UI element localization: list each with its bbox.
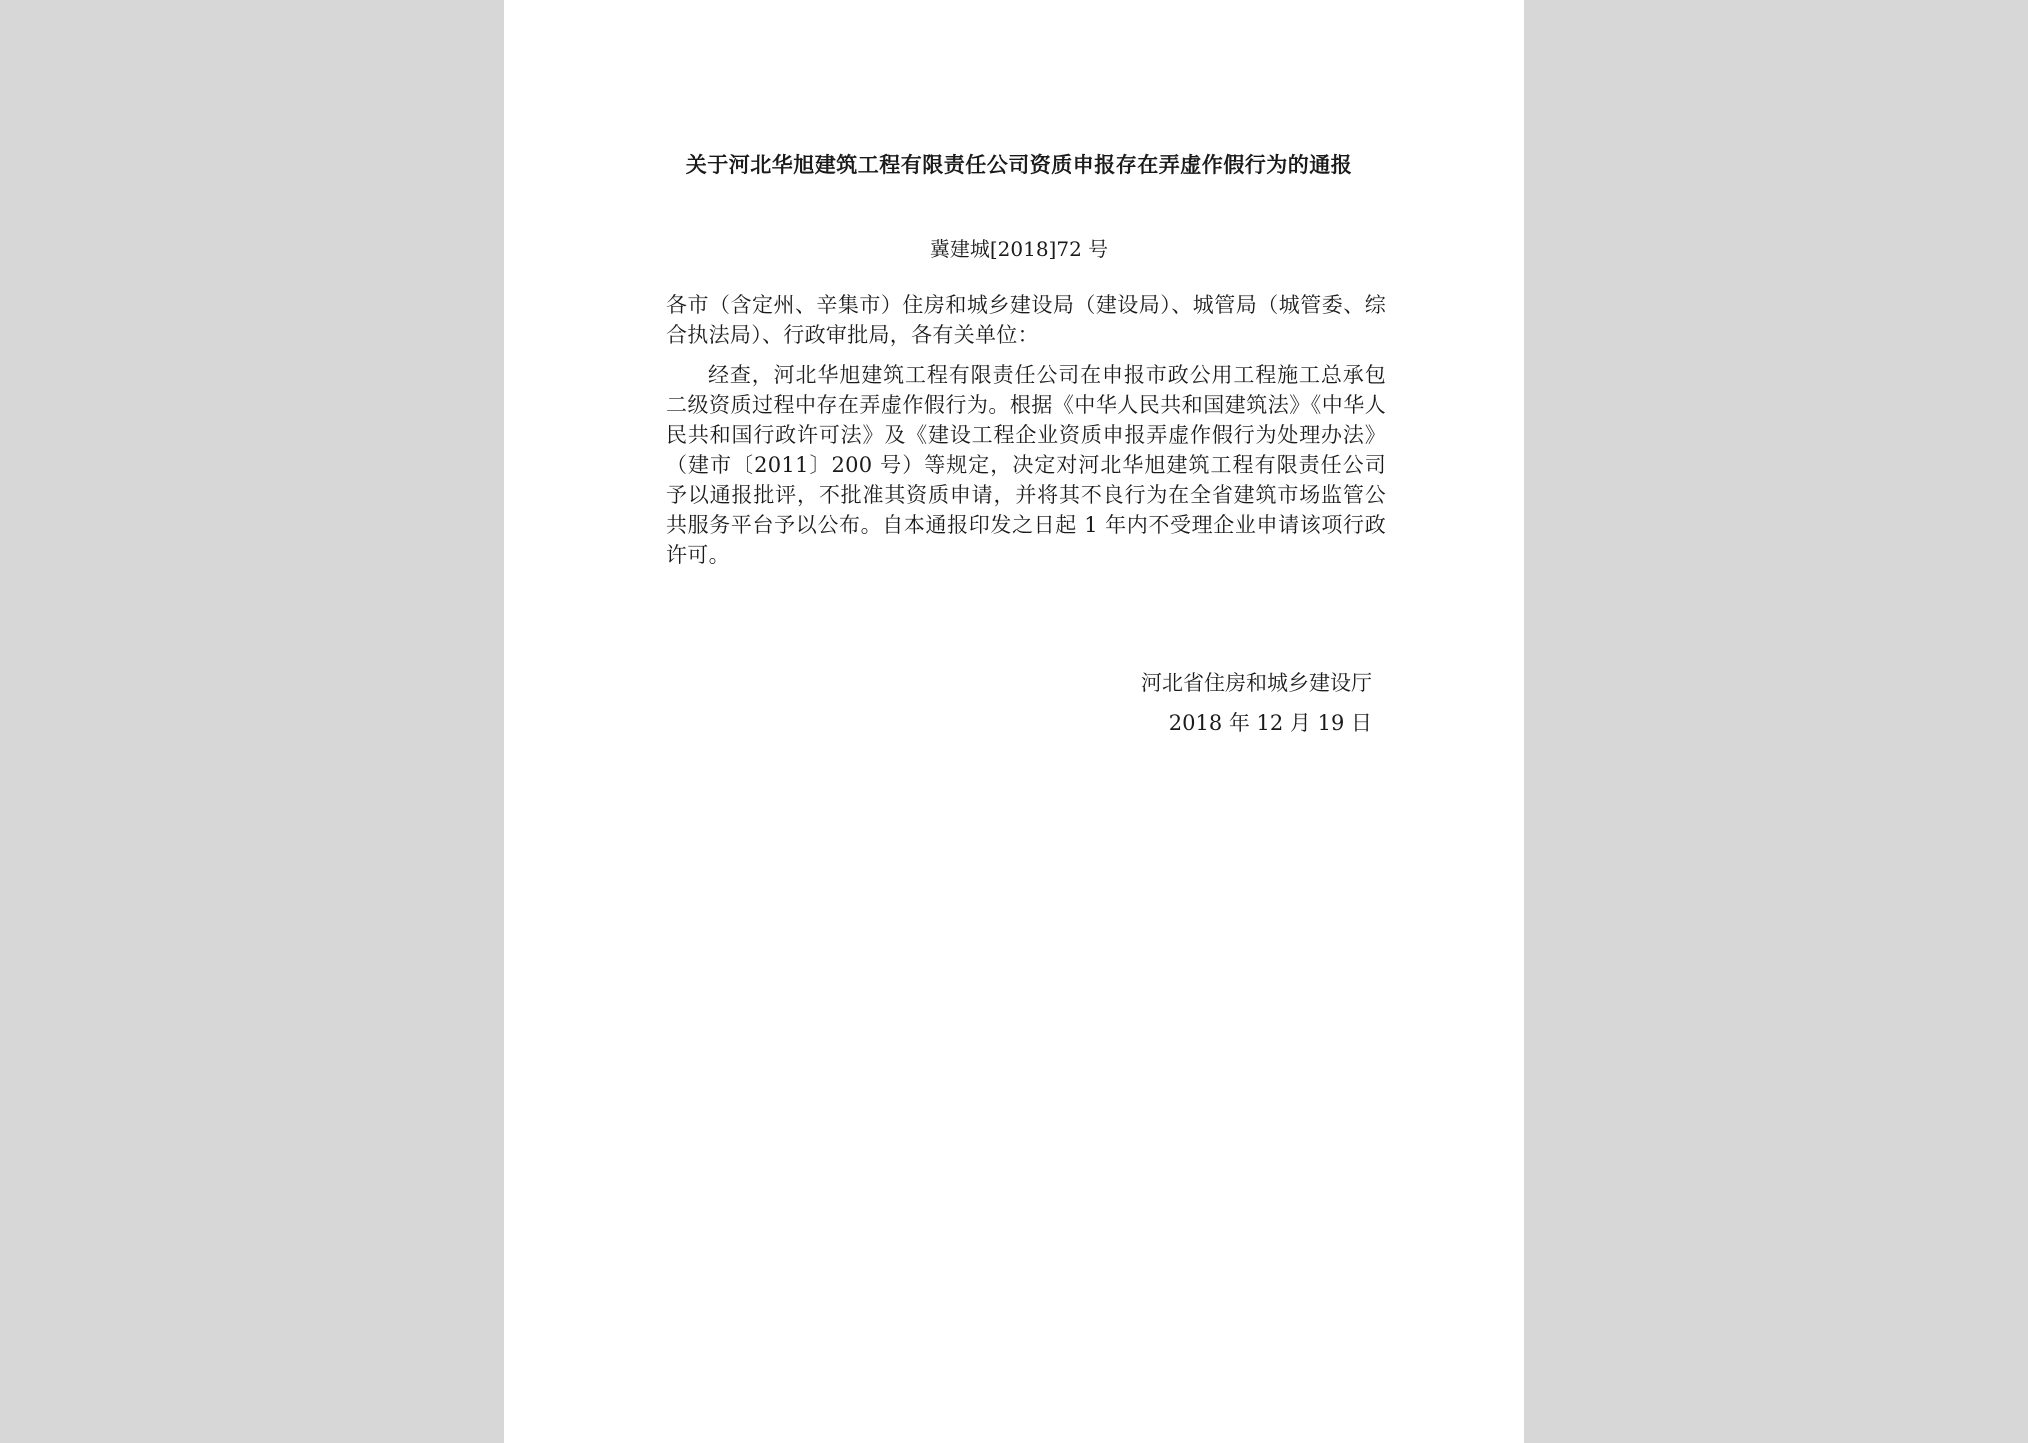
addressee-text: 各市（含定州、辛集市）住房和城乡建设局（建设局）、城管局（城管委、综合执法局）、行政审批局，各有关单位： [666, 293, 1386, 347]
document-title: 关于河北华旭建筑工程有限责任公司资质申报存在弄虚作假行为的通报 [685, 152, 1353, 177]
issuer-name: 河北省住房和城乡建设厅 [1141, 671, 1372, 695]
document-number: 冀建城[2018]72 号 [929, 237, 1109, 261]
body-paragraph: 经查，河北华旭建筑工程有限责任公司在申报市政公用工程施工总承包二级资质过程中存在弄虚作假行为。根据《中华人民共和国建筑法》《中华人民共和国行政许可法》及《建设工程企业资质申报弄虚作假行为处理办法》（建市〔2011〕200 号）等规定，决定对河北华旭建筑工程有限责任公司予以通报批评，不批准其资质申请，并将其不良行为在全省建筑市场监管公共服务平台予以公布。自本通报印发之日起 1 年内不受理企业申请该项行政许可。 [666, 363, 1386, 567]
issue-date: 2018 年 12 月 19 日 [1168, 711, 1372, 735]
document-page [504, 0, 1524, 1443]
